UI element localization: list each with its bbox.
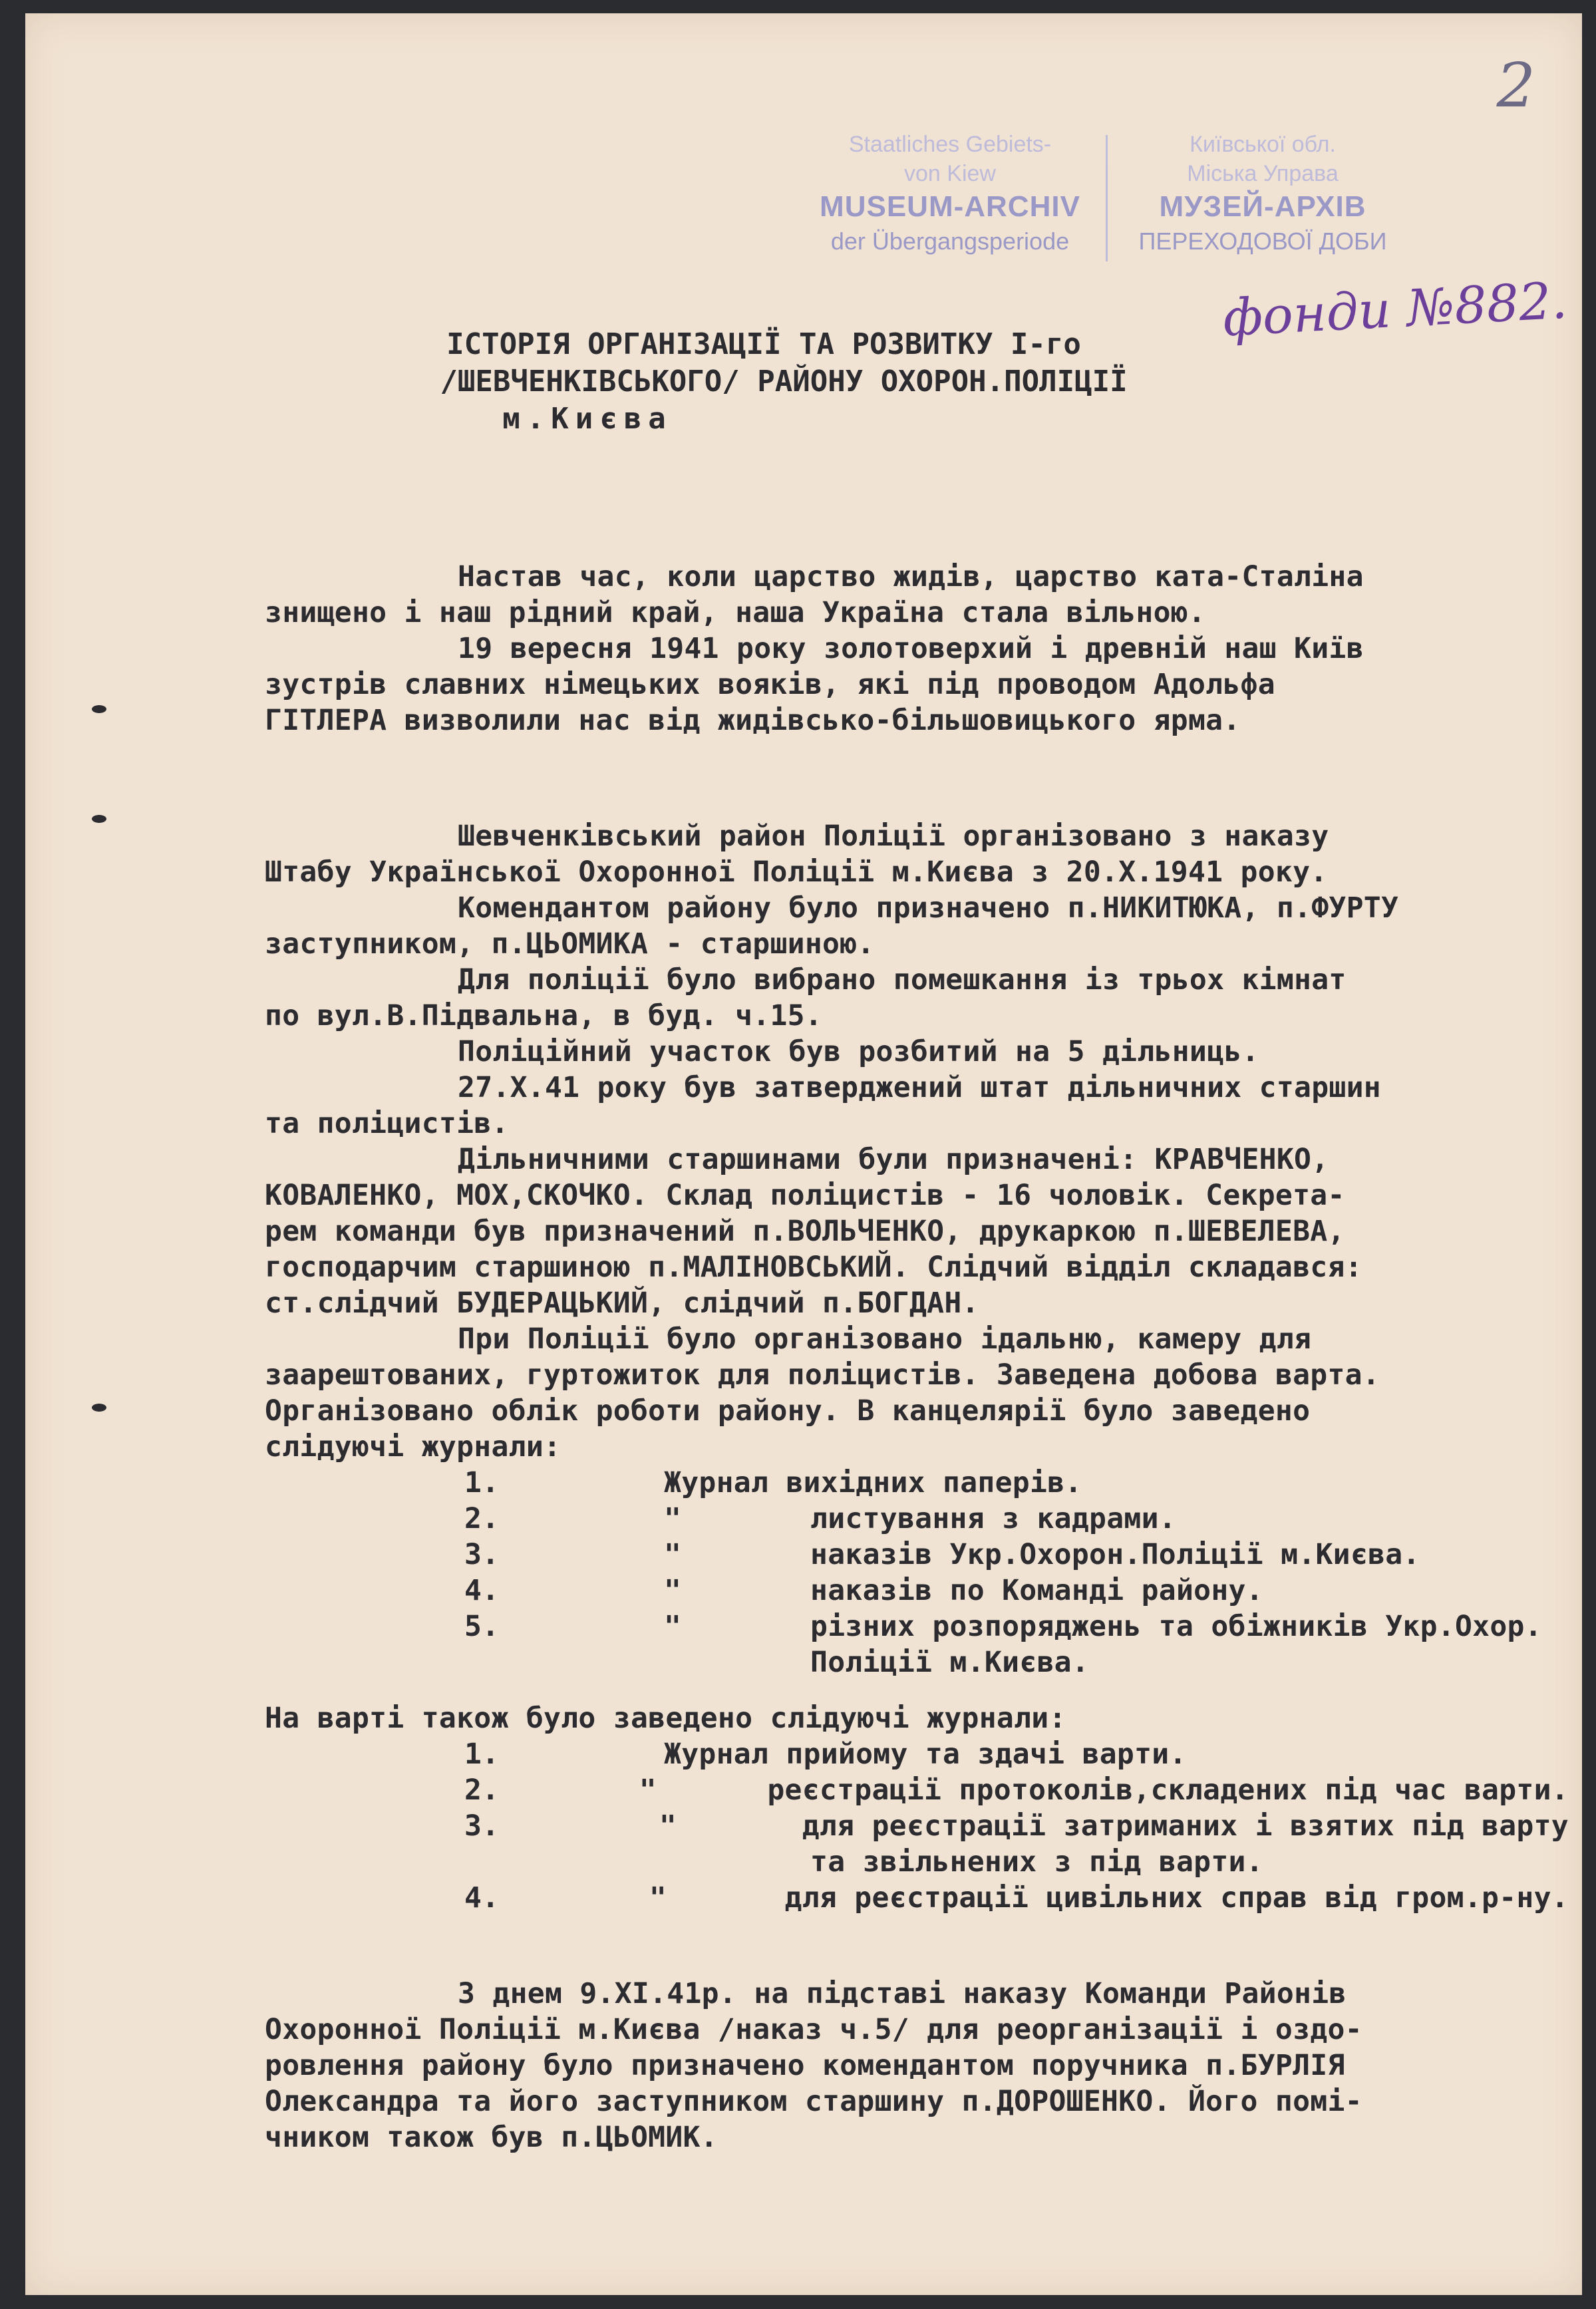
guard-journal-item [265, 1844, 1569, 1880]
text-line: по вул.В.Підвальна, в буд. ч.15. [265, 999, 823, 1032]
ditto-mark: " [659, 1809, 677, 1843]
title-line3: м.Києва [502, 402, 673, 436]
stamp-right-line1: Київської обл. [1190, 132, 1336, 157]
journal-list-item [265, 1537, 1569, 1573]
ditto-mark: " [639, 1773, 657, 1807]
punch-mark [92, 815, 106, 823]
text-line: 19 вересня 1941 року золотоверхий і древній наш Київ [458, 632, 1364, 665]
text-line: Організовано облік роботи району. В канцелярії було заведено [265, 1394, 1311, 1428]
list-text: для реєстрації цивільних справ від гром.р-ну. [784, 1881, 1569, 1915]
stamp-left [804, 130, 1096, 257]
journal-list-item [265, 1609, 1569, 1644]
list-number: 3. [464, 1538, 500, 1571]
list-text: Журнал прийому та здачі варти. [664, 1738, 1187, 1771]
list-text: та звільнених з під варти. [810, 1845, 1263, 1879]
document-body [265, 559, 1569, 2155]
list-number: 5. [464, 1610, 500, 1643]
punch-mark [92, 1404, 106, 1412]
title-line1: ІСТОРІЯ ОРГАНІЗАЦІЇ ТА РОЗВИТКУ І-го [446, 327, 1081, 361]
document-page [25, 13, 1582, 2295]
list-text: різних розпоряджень та обіжників Укр.Охор. [810, 1610, 1542, 1643]
text-line: ровлення району було призначено комендантом поручника п.БУРЛІЯ [265, 2049, 1345, 2082]
list-number: 1. [464, 1466, 500, 1499]
journal-list-item [265, 1573, 1569, 1609]
text-line: рем команди був призначений п.ВОЛЬЧЕНКО, друкаркою п.ШЕВЕЛЕВА, [265, 1215, 1345, 1248]
document-title [25, 326, 1582, 438]
guard-journal-item [265, 1772, 1569, 1808]
text-line: та поліцистів. [265, 1107, 509, 1140]
text-line: КОВАЛЕНКО, МОХ,СКОЧКО. Склад поліцистів - 16 чоловік. Секрета- [265, 1179, 1345, 1212]
text-line: Шевченківський район Поліції організовано з наказу [458, 820, 1329, 853]
list-number: 4. [464, 1574, 500, 1607]
archive-stamp [804, 130, 1442, 283]
list-text: листування з кадрами. [810, 1502, 1176, 1535]
text-line: 27.Х.41 року був затверджений штат дільничних старшин [458, 1071, 1381, 1104]
guard-journal-item [265, 1880, 1569, 1916]
stamp-left-line1: Staatliches Gebiets- [848, 132, 1052, 157]
stamp-divider [1106, 135, 1108, 261]
guard-journal-item [265, 1736, 1569, 1772]
list-text: реєстрації протоколів,складених під час варти. [767, 1773, 1569, 1807]
text-line: заступником, п.ЦЬОМИКА - старшиною. [265, 927, 875, 961]
list-number: 1. [464, 1738, 500, 1771]
fond-handwritten-note: фонди №882. [1221, 270, 1569, 348]
text-line: слідуючі журнали: [265, 1430, 561, 1463]
list-number: 2. [464, 1502, 500, 1535]
text-line: зустрів славних німецьких вояків, які під проводом Адольфа [265, 668, 1275, 701]
stamp-left-line2: von Kiew [904, 161, 996, 186]
list-number: 4. [464, 1881, 500, 1915]
list-text: наказів по Команді району. [810, 1574, 1263, 1607]
text-line: Дільничними старшинами були призначені: КРАВЧЕНКО, [458, 1143, 1329, 1176]
ditto-mark: " [664, 1502, 682, 1535]
text-line: З днем 9.ХІ.41р. на підставі наказу Команди Районів [458, 1977, 1347, 2010]
journal-list-item [265, 1644, 1569, 1680]
ditto-mark: " [664, 1610, 682, 1643]
text-line: заарештованих, гуртожиток для поліцистів. Заведена добова варта. [265, 1358, 1380, 1392]
text-line: Олександра та його заступником старшину п.ДОРОШЕНКО. Його помі- [265, 2085, 1362, 2118]
text-line: ст.слідчий БУДЕРАЦЬКИЙ, слідчий п.БОГДАН. [265, 1287, 979, 1320]
page-number: 2 [1496, 50, 1535, 121]
punch-mark [92, 705, 106, 713]
text-line: чником також був п.ЦЬОМИК. [265, 2121, 718, 2154]
journal-list-item [265, 1465, 1569, 1501]
ditto-mark: " [649, 1881, 667, 1915]
stamp-left-line4: der Übergangsperiode [830, 228, 1070, 255]
list-text: для реєстрації затриманих і взятих під варту [802, 1809, 1569, 1843]
text-line: Охоронної Поліції м.Києва /наказ ч.5/ для реорганізації і оздо- [265, 2013, 1362, 2046]
ditto-mark: " [664, 1574, 682, 1607]
list-number: 2. [464, 1773, 500, 1807]
text-line: Настав час, коли царство жидів, царство ката-Сталіна [458, 560, 1364, 593]
text-line: ГІТЛЕРА визволили нас від жидівсько-більшовицького ярма. [265, 704, 1241, 737]
list-text: Журнал вихідних паперів. [664, 1466, 1082, 1499]
list-text: наказів Укр.Охорон.Поліції м.Києва. [810, 1538, 1420, 1571]
text-line: На варті також було заведено слідуючі журнали: [265, 1702, 1066, 1735]
ditto-mark: " [664, 1538, 682, 1571]
list-text: Поліції м.Києва. [810, 1646, 1090, 1679]
list-number: 3. [464, 1809, 500, 1843]
stamp-right-line4: ПЕРЕХОДОВОЇ ДОБИ [1138, 228, 1387, 255]
text-line: господарчим старшиною п.МАЛІНОВСЬКИЙ. Слідчий відділ складався: [265, 1251, 1362, 1284]
text-line: При Поліції було організовано ідальню, камеру для [458, 1322, 1312, 1356]
text-line: Для поліції було вибрано помешкання із трьох кімнат [458, 963, 1347, 997]
stamp-left-line3: MUSEUM-ARCHIV [820, 190, 1080, 223]
stamp-right-line3: МУЗЕЙ-АРХІВ [1159, 190, 1366, 223]
text-line: Штабу Української Охоронної Поліції м.Києва з 20.Х.1941 року. [265, 855, 1328, 889]
text-line: Комендантом району було призначено п.НИКИТЮКА, п.ФУРТУ [458, 891, 1399, 925]
guard-journal-item [265, 1808, 1569, 1844]
stamp-right [1116, 130, 1409, 257]
stamp-right-line2: Міська Управа [1187, 161, 1339, 186]
text-line: Поліційний участок був розбитий на 5 дільниць. [458, 1035, 1259, 1068]
journal-list-item [265, 1501, 1569, 1537]
title-line2: /ШЕВЧЕНКІВСЬКОГО/ РАЙОНУ ОХОРОН.ПОЛІЦІЇ [440, 365, 1128, 398]
text-line: знищено і наш рідний край, наша Україна стала вільною. [265, 596, 1206, 629]
